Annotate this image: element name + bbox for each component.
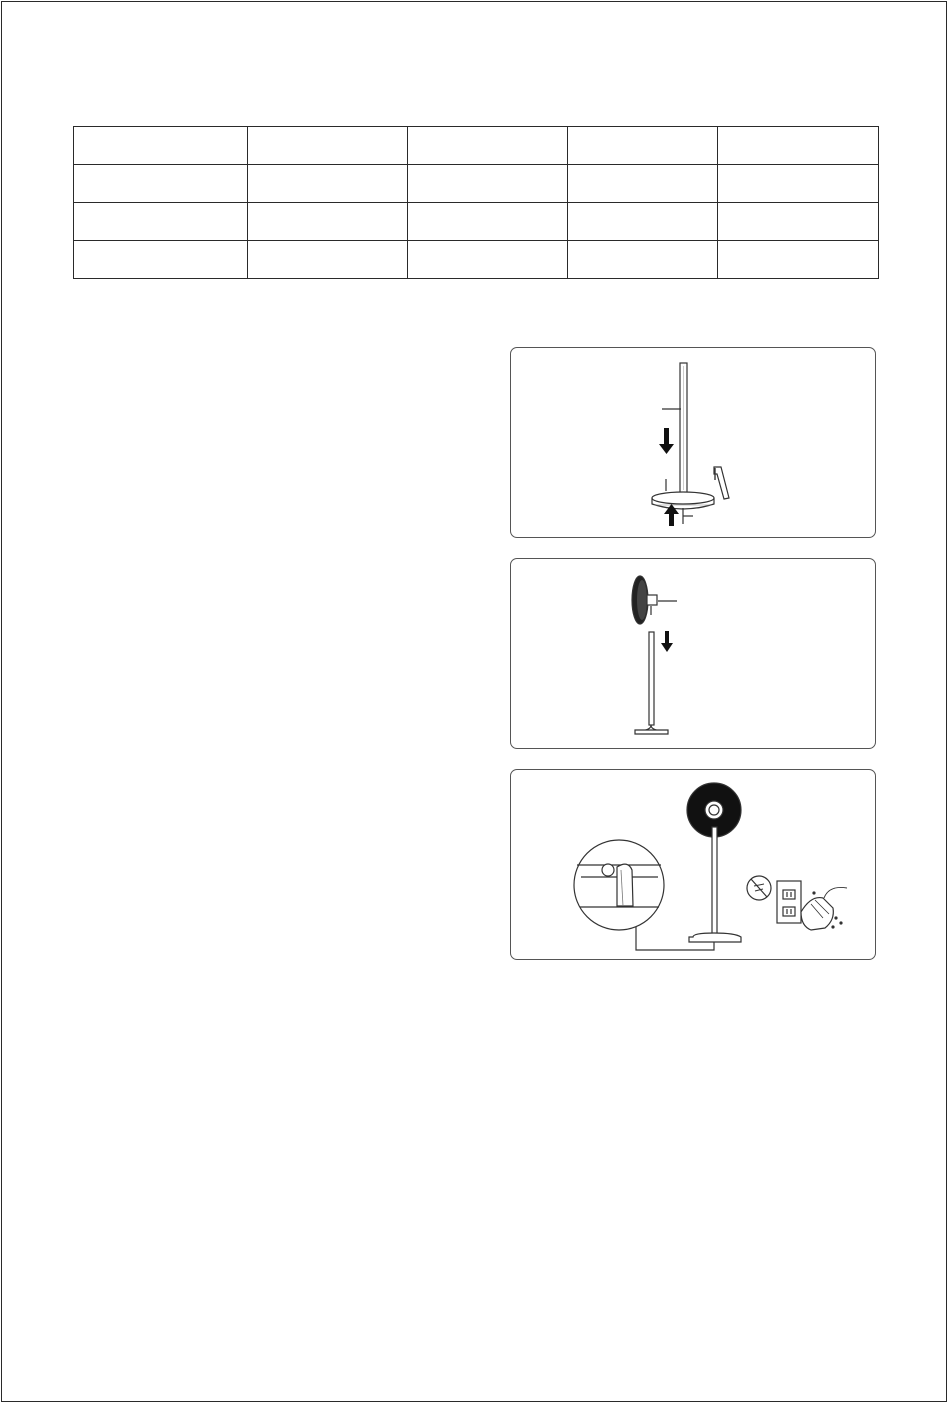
table-cell: [74, 165, 248, 203]
table-cell: [74, 203, 248, 241]
pole-base-assembly-illustration: [511, 348, 877, 539]
table-cell: [408, 203, 568, 241]
table-row: [74, 165, 879, 203]
table-cell: [718, 165, 879, 203]
table-cell: [408, 127, 568, 165]
table-cell: [74, 241, 248, 279]
table-row: [74, 203, 879, 241]
table-cell: [568, 165, 718, 203]
table-cell: [718, 203, 879, 241]
table-cell: [408, 165, 568, 203]
table-cell: [74, 127, 248, 165]
table-cell: [568, 241, 718, 279]
spec-table: [73, 126, 879, 279]
table-row: [74, 241, 879, 279]
figure-panel-step-1: [510, 347, 876, 538]
table-cell: [408, 241, 568, 279]
table-cell: [568, 127, 718, 165]
table-cell: [718, 241, 879, 279]
table-cell: [248, 241, 408, 279]
figure-panel-step-3: [510, 769, 876, 960]
table-cell: [248, 165, 408, 203]
table-cell: [568, 203, 718, 241]
figure-panel-step-2: [510, 558, 876, 749]
table-cell: [248, 203, 408, 241]
power-connection-illustration: [511, 770, 877, 961]
table-row: [74, 127, 879, 165]
table-cell: [718, 127, 879, 165]
fan-head-mounting-illustration: [511, 559, 877, 750]
table-cell: [248, 127, 408, 165]
